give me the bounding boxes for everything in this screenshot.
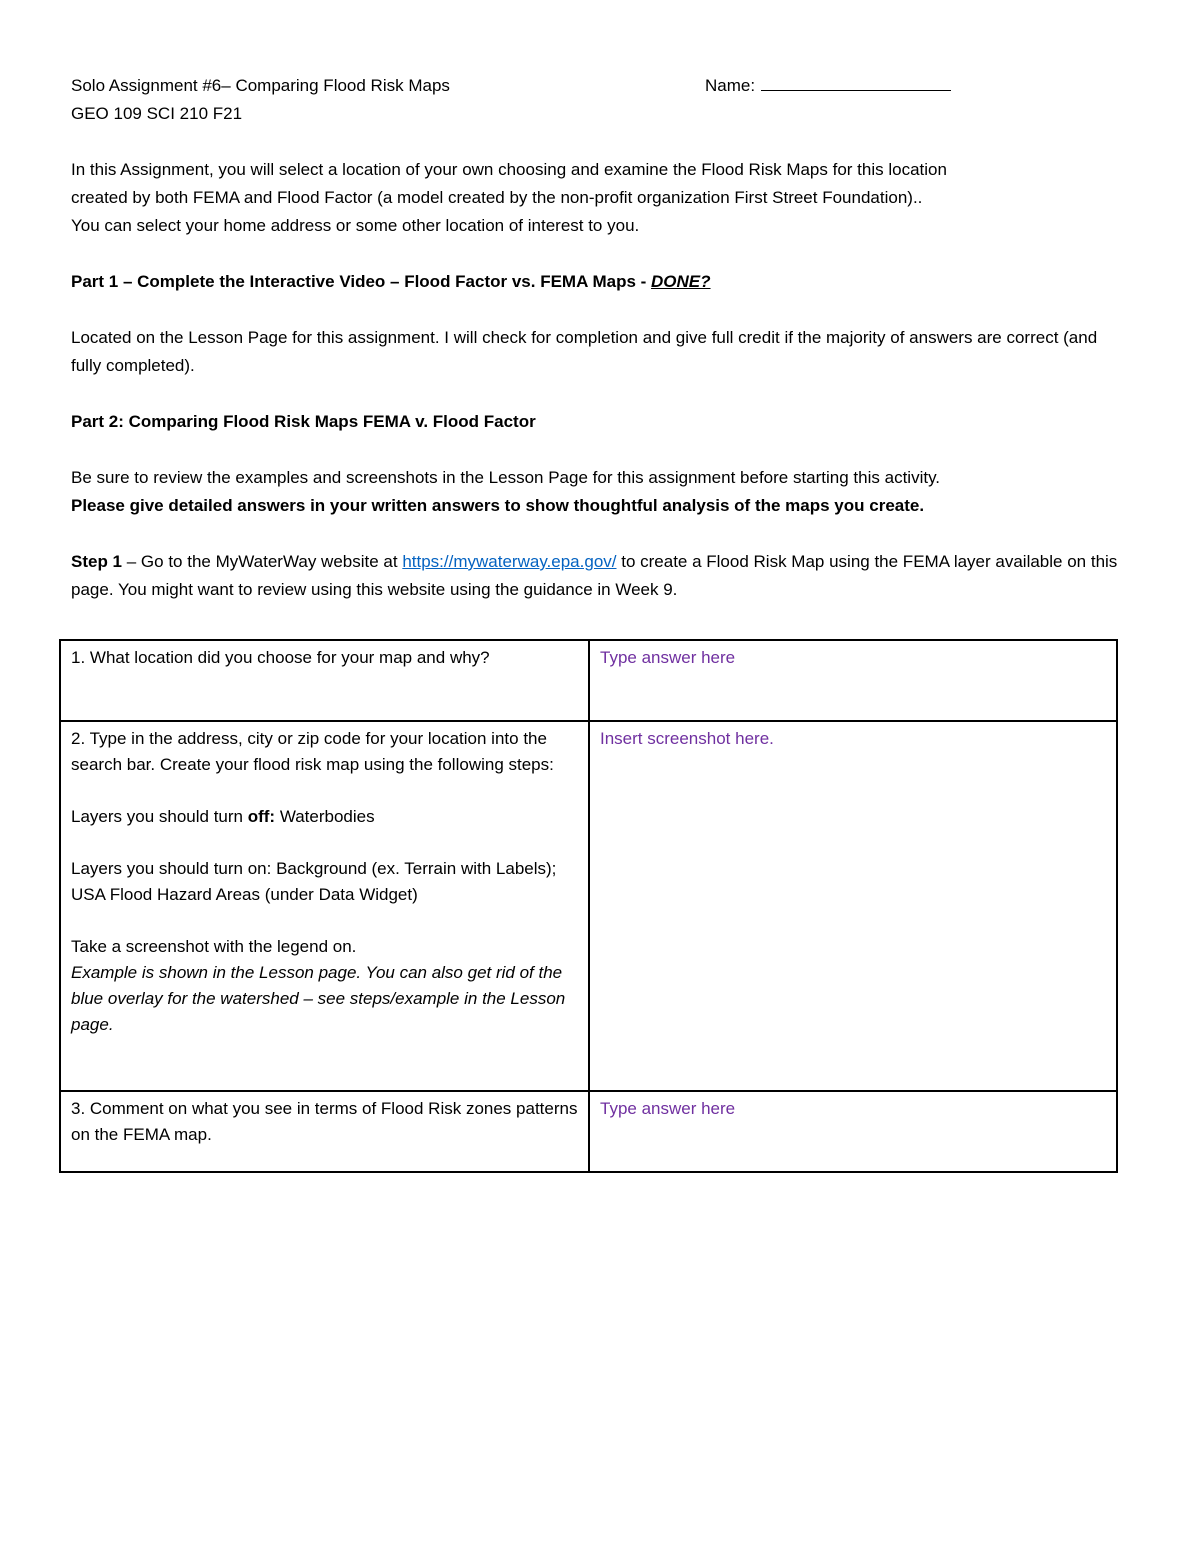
part1-dash: - xyxy=(635,272,652,291)
question-2-layers-on: Layers you should turn on: Background (ex. Terrain with Labels); USA Flood Hazard Areas (under Data Widget) xyxy=(71,859,557,904)
part2-heading xyxy=(71,408,1131,436)
answer-1-field[interactable]: Type answer here xyxy=(589,640,1117,721)
layers-off-bold: off: xyxy=(247,807,276,826)
step1-text-after: to create a Flood Risk Map using the FEMA layer available on this page. You might want to review using this website using the guidance in Week 9. xyxy=(71,552,1118,599)
layers-off-prefix: Layers you should turn xyxy=(71,807,248,826)
question-2 xyxy=(60,721,589,1091)
name-blank-line[interactable] xyxy=(761,72,951,91)
question-1: 1. What location did you choose for your map and why? xyxy=(60,640,589,721)
answer-2-screenshot-field[interactable]: Insert screenshot here. xyxy=(589,721,1117,1091)
intro-line-2: created by both FEMA and Flood Factor (a model created by the non-profit organization First Street Foundation).. xyxy=(71,188,923,207)
step1-label: Step 1 xyxy=(71,552,123,571)
table-row xyxy=(60,1091,1117,1172)
table-row xyxy=(60,721,1117,1091)
intro-line-3: You can select your home address or some other location of interest to you. xyxy=(71,216,640,235)
part1-done: DONE? xyxy=(651,272,711,291)
question-2-layers-off xyxy=(71,804,578,830)
part1-heading-text: Part 1 – Complete the Interactive Video – Flood Factor vs. FEMA Maps xyxy=(71,272,636,291)
part2-detail-text: Please give detailed answers in your written answers to show thoughtful analysis of the maps you create. xyxy=(71,496,925,515)
part2-review: Be sure to review the examples and screenshots in the Lesson Page for this assignment before starting this activity. xyxy=(71,468,941,487)
step1-text-before: – Go to the MyWaterWay website at xyxy=(122,552,403,571)
name-field xyxy=(705,72,951,100)
questions-table xyxy=(59,639,1118,1173)
document-page xyxy=(71,72,1131,604)
question-2-example: Example is shown in the Lesson page. You can also get rid of the blue overlay for the watershed – see steps/example in the Lesson page. xyxy=(71,963,566,1034)
assignment-title: Solo Assignment #6– Comparing Flood Risk Maps xyxy=(71,76,450,95)
part1-body: Located on the Lesson Page for this assignment. I will check for completion and give full credit if the majority of answers are correct (and fully completed). xyxy=(71,328,1098,375)
layers-off-rest: Waterbodies xyxy=(275,807,375,826)
part2-detail xyxy=(71,492,1131,520)
table-row xyxy=(60,640,1117,721)
question-3: 3. Comment on what you see in terms of Flood Risk zones patterns on the FEMA map. xyxy=(60,1091,589,1172)
intro-line-1: In this Assignment, you will select a location of your own choosing and examine the Flood Risk Maps for this location xyxy=(71,160,947,179)
answer-3-field[interactable]: Type answer here xyxy=(589,1091,1117,1172)
step1-paragraph xyxy=(71,548,1131,604)
question-2-intro: 2. Type in the address, city or zip code for your location into the search bar. Create your flood risk map using the following steps: xyxy=(71,729,554,774)
header xyxy=(71,72,1131,100)
course-code: GEO 109 SCI 210 F21 xyxy=(71,104,243,123)
question-2-screenshot: Take a screenshot with the legend on. xyxy=(71,937,357,956)
name-label: Name: xyxy=(705,76,756,95)
part1-heading xyxy=(71,268,1131,296)
part2-heading-text: Part 2: Comparing Flood Risk Maps FEMA v. Flood Factor xyxy=(71,412,536,431)
mywaterway-link[interactable]: https://mywaterway.epa.gov/ xyxy=(402,552,617,571)
